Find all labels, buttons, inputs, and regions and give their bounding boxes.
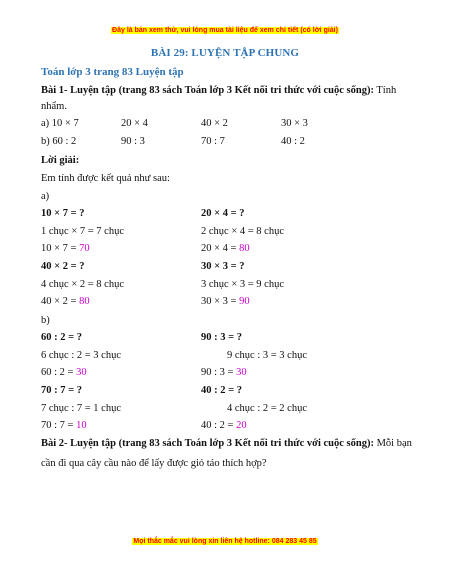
exercise1-item: 70 : 7 [201,136,225,147]
result-expression: 40 : 2 = [201,420,237,431]
hotline-notice-text: Mọi thắc mắc vui lòng xin liên hệ hotline: 084 283 45 85 [133,538,317,545]
result-answer: 20 [236,420,247,431]
preview-notice [0,27,450,34]
exercise1-prompt-cont: nhẩm. [41,101,67,112]
lesson-title: BÀI 29: LUYỆN TẬP CHUNG [150,47,300,59]
solution-step: 7 chục : 7 = 1 chục [41,403,121,414]
exercise2-paragraph [41,434,413,474]
result-answer: 90 [239,296,250,307]
exercise2-prompt: Mỗi bạn cần đi qua cây cầu nào để lấy được giỏ táo thích hợp? [41,438,412,469]
result-answer: 80 [239,243,250,254]
exercise1-item: 90 : 3 [121,136,145,147]
lesson-subtitle: Toán lớp 3 trang 83 Luyện tập [41,66,184,78]
solution-heading [41,154,79,167]
solution-question: 60 : 2 = ? [41,332,82,343]
solution-step: 3 chục × 3 = 9 chục [201,279,284,290]
solution-question: 10 × 7 = ? [41,208,85,219]
exercise1-item: 40 × 2 [201,118,228,129]
result-expression: 20 × 4 = [201,243,240,254]
exercise2-heading: Bài 2- Luyện tập (trang 83 sách Toán lớp 3 Kết nối tri thức với cuộc sống): [41,438,374,449]
solution-intro: Em tính được kết quả như sau: [41,173,170,184]
result-answer: 70 [79,243,90,254]
solution-question: 70 : 7 = ? [41,385,82,396]
solution-question: 90 : 3 = ? [201,332,242,343]
result-answer: 80 [79,296,90,307]
part-a-label: a) [41,191,50,202]
hotline-notice [0,538,450,545]
solution-result [41,420,87,431]
solution-heading-text: Lời giải: [41,155,80,166]
preview-notice-text: Đây là bản xem thử, vui lòng mua tài liệu để xem chi tiết (có lời giải) [112,27,338,34]
exercise1-item: 20 × 4 [121,118,148,129]
result-expression: 90 : 3 = [201,367,237,378]
solution-result [201,420,247,431]
solution-result [201,296,250,307]
solution-step: 4 chục : 2 = 2 chục [227,403,307,414]
exercise1-prompt: Tính [376,85,397,96]
solution-result [201,243,250,254]
solution-result [41,296,90,307]
exercise1-heading-line [41,84,396,97]
solution-step: 9 chục : 3 = 3 chục [227,350,307,361]
solution-step: 4 chục × 2 = 8 chục [41,279,124,290]
exercise1-item: 40 : 2 [281,136,305,147]
result-expression: 10 × 7 = [41,243,80,254]
result-answer: 30 [236,367,247,378]
solution-step: 2 chục × 4 = 8 chục [201,226,284,237]
solution-result [41,367,87,378]
result-expression: 70 : 7 = [41,420,77,431]
exercise1-item: a) 10 × 7 [41,118,79,129]
part-b-label: b) [41,315,50,326]
solution-result [201,367,247,378]
solution-step: 1 chục × 7 = 7 chục [41,226,124,237]
exercise1-item: 30 × 3 [281,118,308,129]
solution-question: 20 × 4 = ? [201,208,245,219]
solution-result [41,243,90,254]
exercise1-heading: Bài 1- Luyện tập (trang 83 sách Toán lớp 3 Kết nối tri thức với cuộc sống): [41,85,374,96]
exercise1-item: b) 60 : 2 [41,136,77,147]
result-expression: 60 : 2 = [41,367,77,378]
result-answer: 10 [76,420,87,431]
solution-step: 6 chục : 2 = 3 chục [41,350,121,361]
solution-question: 40 × 2 = ? [41,261,85,272]
solution-question: 40 : 2 = ? [201,385,242,396]
result-answer: 30 [76,367,87,378]
solution-question: 30 × 3 = ? [201,261,245,272]
result-expression: 30 × 3 = [201,296,240,307]
result-expression: 40 × 2 = [41,296,80,307]
